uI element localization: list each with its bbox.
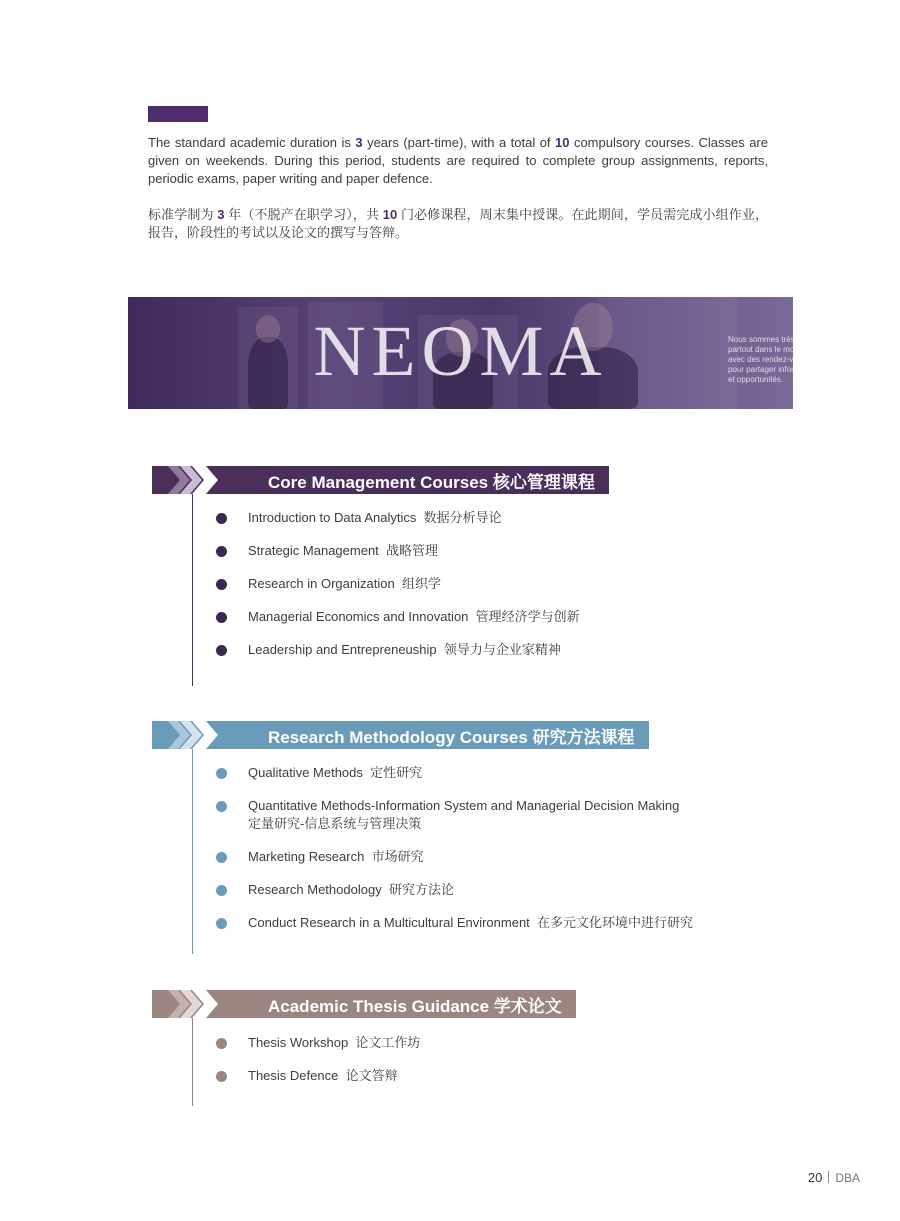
course-item: Quantitative Methods-Information System and Managerial Decision Making 定量研究-信息系统与管理决策 <box>248 798 680 831</box>
chevron-arrows-icon <box>152 990 212 1018</box>
bullet-dot <box>216 612 227 623</box>
section-header-research <box>152 721 649 749</box>
bullet-dot <box>216 579 227 590</box>
section-title-research: Research Methodology Courses 研究方法课程 <box>268 727 635 747</box>
section-title-core: Core Management Courses 核心管理课程 <box>268 472 595 492</box>
bullet-dot <box>216 768 227 779</box>
section-header-thesis <box>152 990 576 1018</box>
neoma-logo-text: NEOMA <box>313 311 608 391</box>
bullet-dot <box>216 513 227 524</box>
course-item: Managerial Economics and Innovation 管理经济学与创新 <box>248 609 580 624</box>
bullet-dot <box>216 801 227 812</box>
bullet-dot <box>216 885 227 896</box>
intro-chinese: 标准学制为 3 年（不脱产在职学习），共 10 门必修课程，周末集中授课。在此期间，学员需完成小组作业，报告，阶段性的考试以及论文的撰写与答辩。 <box>148 207 768 240</box>
course-item: Introduction to Data Analytics 数据分析导论 <box>248 510 502 525</box>
course-item: Leadership and Entrepreneuship 领导力与企业家精神 <box>248 642 561 657</box>
chevron-arrows-icon <box>152 466 212 494</box>
course-item: Thesis Defence 论文答辩 <box>248 1068 398 1083</box>
accent-bar <box>148 106 208 122</box>
years-value-zh: 3 <box>217 207 225 222</box>
courses-count-zh: 10 <box>382 207 398 222</box>
course-item: Marketing Research 市场研究 <box>248 849 424 864</box>
section-header-core <box>152 466 609 494</box>
course-item: Research in Organization 组织学 <box>248 576 441 591</box>
neoma-banner-image <box>128 297 842 409</box>
section-line-research <box>192 749 193 954</box>
courses-count: 10 <box>555 135 570 150</box>
course-item: Research Methodology 研究方法论 <box>248 882 454 897</box>
chevron-arrows-icon <box>152 721 212 749</box>
bullet-dot <box>216 1071 227 1082</box>
bullet-dot <box>216 645 227 656</box>
section-title-thesis: Academic Thesis Guidance 学术论文 <box>268 996 562 1016</box>
intro-english: The standard academic duration is 3 years (part-time), with a total of 10 compulsory courses. Classes are given on weekends. During this period, students are required to complete group assignments, reports, periodic exams, paper writing and paper defence. <box>148 135 768 186</box>
bullet-dot <box>216 852 227 863</box>
course-item: Strategic Management 战略管理 <box>248 543 439 558</box>
years-value: 3 <box>355 135 363 150</box>
footer-label: DBA <box>835 1171 860 1185</box>
course-item: Qualitative Methods 定性研究 <box>248 765 423 780</box>
bullet-dot <box>216 1038 227 1049</box>
course-item: Thesis Workshop 论文工作坊 <box>248 1035 421 1050</box>
section-line-core <box>192 494 193 686</box>
bullet-dot <box>216 546 227 557</box>
section-line-thesis <box>192 1018 193 1106</box>
bullet-dot <box>216 918 227 929</box>
course-item: Conduct Research in a Multicultural Environment 在多元文化环境中进行研究 <box>248 915 694 930</box>
poster-text: Nous sommes très implanté partout dans le monde, avec des rendez-vous fréquents pour partager informations et opportunités. <box>728 335 842 384</box>
page-number: 20 <box>807 1170 823 1185</box>
page-footer <box>808 1170 860 1185</box>
